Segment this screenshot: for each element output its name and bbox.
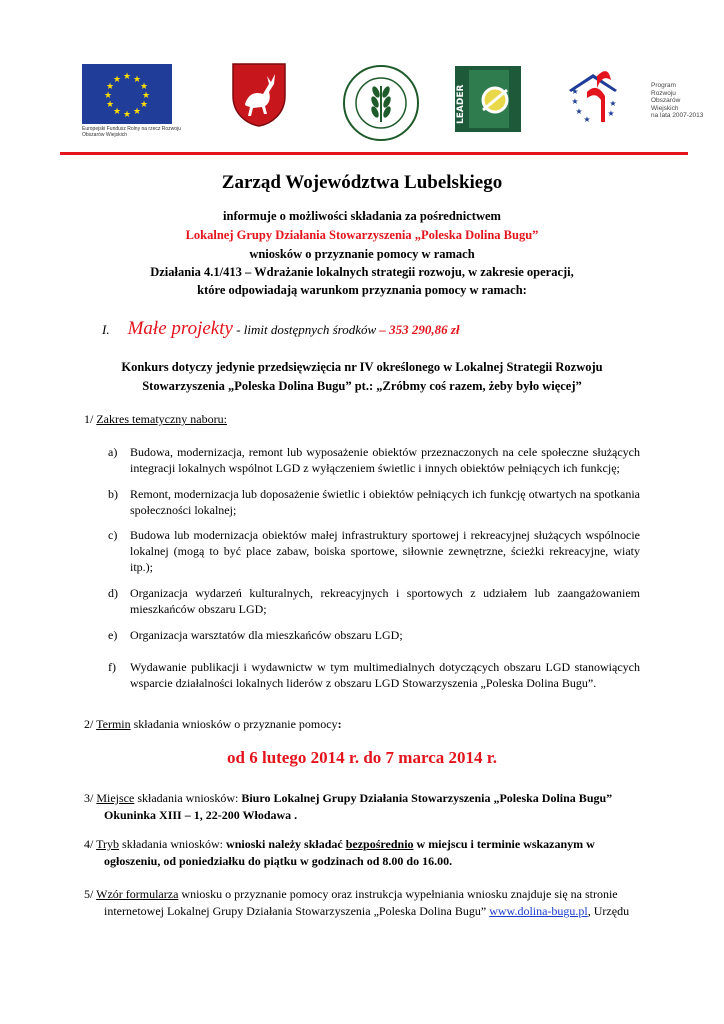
svg-text:★: ★ [571,97,579,106]
lubelskie-coat-of-arms-icon [231,62,287,128]
section-3: 3/ Miejsce składania wniosków: Biuro Lokalnej Grupy Działania Stowarzyszenia „Poleska Dolina Bugu” Okuninka XIII – 1, 22-200 Włodawa . [84,791,613,822]
svg-text:★: ★ [609,99,617,108]
page-title: Zarząd Województwa Lubelskiego [221,172,503,193]
svg-text:★: ★ [122,72,132,82]
svg-text:★: ★ [132,107,142,117]
svg-text:★: ★ [575,107,583,116]
prow-logo [565,66,645,130]
svg-text:★: ★ [112,107,122,117]
intro-line-3: wniosków o przyznanie pomocy w ramach [249,247,475,261]
svg-text:★: ★ [571,87,579,96]
project-heading [102,318,460,340]
logo-bar [0,58,724,148]
eu-stars-icon [82,64,172,124]
leader-logo [455,66,521,132]
section-1-heading: 1/ Zakres tematyczny naboru: [84,412,227,426]
svg-text:★: ★ [112,75,122,85]
section-4: 4/ Tryb składania wniosków: wnioski należy składać bezpośrednio w miejscu i terminie wskazanym w ogłoszeniu, od poniedziałku do piątku w godzinach od 8.00 do 16.00. [84,837,595,868]
intro-line-2: Lokalnej Grupy Działania Stowarzyszenia „Poleska Dolina Bugu” [185,228,539,242]
intro-line-4: Działania 4.1/413 – Wdrażanie lokalnych strategii rozwoju, w zakresie operacji, [150,265,574,279]
eu-flag-logo [82,64,172,124]
intro-line-1: informuje o możliwości składania za pośrednictwem [223,209,501,223]
project-dash: – [376,322,390,337]
prow-caption: Program Rozwoju Obszarów Wiejskich na lata 2007-2013 [651,82,704,120]
ministry-agriculture-logo [342,64,420,142]
svg-text:★: ★ [583,115,591,124]
header-divider [60,152,688,155]
section-5: 5/ Wzór formularza wniosku o przyznanie pomocy oraz instrukcja wypełniania wniosku znajduje się na stronie internetowej Lokalnej Grupy Działania Stowarzyszenia „Poleska Dolina Bugu” www.dolina-bugu.pl, Urzędu [84,887,630,918]
svg-text:★: ★ [141,91,151,101]
application-dates: od 6 lutego 2014 r. do 7 marca 2014 r. [227,748,497,767]
leader-text: LEADER [456,84,466,124]
list-item: f) Wydawanie publikacji i wydawnictw w tym multimedialnych dotyczących obszaru LGD stanowiących wsparcie działalności lokalnych liderów z obszaru LGD Stowarzyszenia „Poleska Dolina Bugu”. [108,660,640,690]
svg-text:★: ★ [132,75,142,85]
project-name: Małe projekty [127,318,233,339]
section-2-heading: 2/ Termin składania wniosków o przyznanie pomocy: [84,717,342,731]
list-item: e) Organizacja warsztatów dla mieszkańców obszaru LGD; [108,628,403,642]
project-roman: I. [102,322,110,337]
svg-text:★: ★ [139,82,149,92]
list-item: b) Remont, modernizacja lub doposażenie świetlic i obiektów pełniących ich funkcję otwartych na spotkania społeczności lokalnej; [108,487,640,517]
list-item: c) Budowa lub modernizacja obiektów małej infrastruktury sportowej i rekreacyjnej służących wspólnocie lokalnej (mogą to być place zabaw, boiska sportowe, siłownie zewnętrzne, ścieżki rekreacyjne, wiaty itp.); [108,528,640,574]
eu-fund-caption: Europejski Fundusz Rolny na rzecz Rozwoju Obszarów Wiejskich [82,126,181,138]
competition-line-2: Stowarzyszenia „Poleska Dolina Bugu” pt.: „Zróbmy coś razem, żeby było więcej” [142,379,582,393]
svg-text:★: ★ [103,91,113,101]
svg-text:★: ★ [105,82,115,92]
project-limit: - limit dostępnych środków [232,322,377,337]
svg-text:★: ★ [607,109,615,118]
list-item: d) Organizacja wydarzeń kulturalnych, rekreacyjnych i sportowych z udziałem lub zaangażowaniem mieszkańców obszaru LGD; [108,586,640,616]
list-item: a) Budowa, modernizacja, remont lub wyposażenie obiektów przeznaczonych na cele społeczne służących integracji lokalnych wspólnot LGD z wyłączeniem świetlic i innych obiektów pełniących ich funkcję; [108,445,640,475]
svg-text:★: ★ [139,100,149,110]
intro-line-5: które odpowiadają warunkom przyznania pomocy w ramach: [197,283,527,297]
project-amount: 353 290,86 zł [389,322,460,337]
svg-text:★: ★ [122,110,132,120]
website-link[interactable]: www.dolina-bugu.pl [489,904,588,918]
svg-text:★: ★ [105,100,115,110]
competition-line-1: Konkurs dotyczy jedynie przedsięwzięcia nr IV określonego w Lokalnej Strategii Rozwoju [121,360,603,374]
